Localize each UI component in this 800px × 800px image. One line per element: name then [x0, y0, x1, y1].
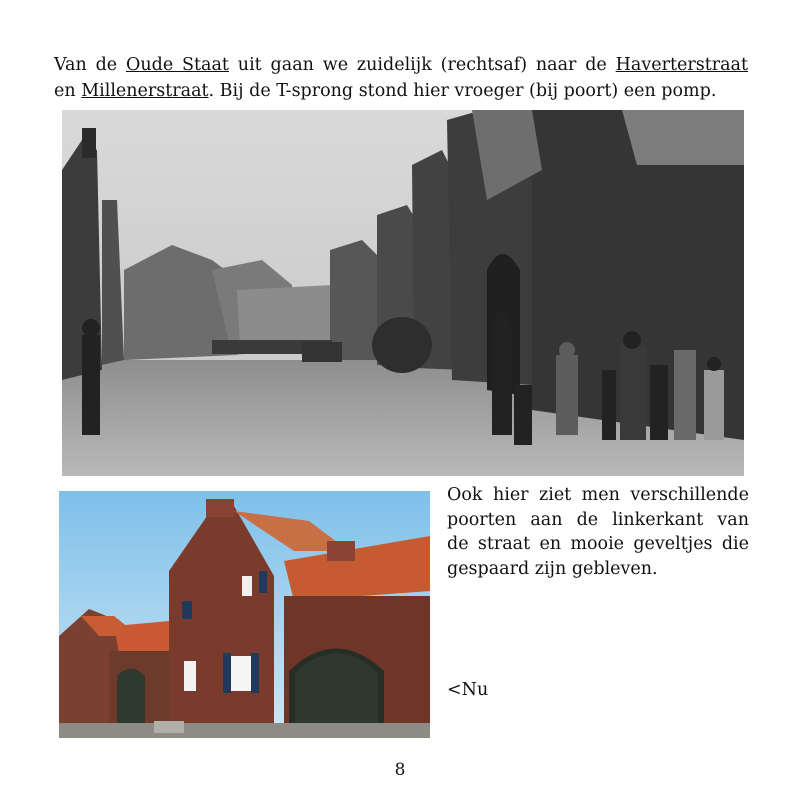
historic-street-illustration: [62, 110, 744, 476]
modern-street-photo: [59, 491, 430, 738]
intro-line-1: Van de Oude Staat uit gaan we zuidelijk (rechtsaf) naar de Haverterstraat: [54, 55, 748, 75]
photo-caption: [447, 483, 749, 581]
street-name-haverterstraat: Haverterstraat: [615, 55, 748, 75]
street-name-oude-staat: Oude Staat: [126, 55, 229, 75]
now-label: <Nu: [447, 680, 489, 700]
caption-line-4: gespaard zijn gebleven.: [447, 558, 658, 579]
page-number: 8: [394, 760, 406, 780]
intro-paragraph: [54, 52, 748, 104]
caption-line-1: Ook hier ziet men verschillende: [447, 485, 749, 505]
intro-line-2: en Millenerstraat. Bij de T-sprong stond hier vroeger (bij poort) een pomp.: [54, 81, 717, 101]
historic-street-photo: [62, 110, 744, 476]
street-name-millenerstraat: Millenerstraat: [81, 81, 209, 101]
caption-line-3: de straat en mooie geveltjes die: [447, 534, 749, 554]
caption-line-2: poorten aan de linkerkant van: [447, 509, 749, 530]
modern-street-illustration: [59, 491, 430, 738]
